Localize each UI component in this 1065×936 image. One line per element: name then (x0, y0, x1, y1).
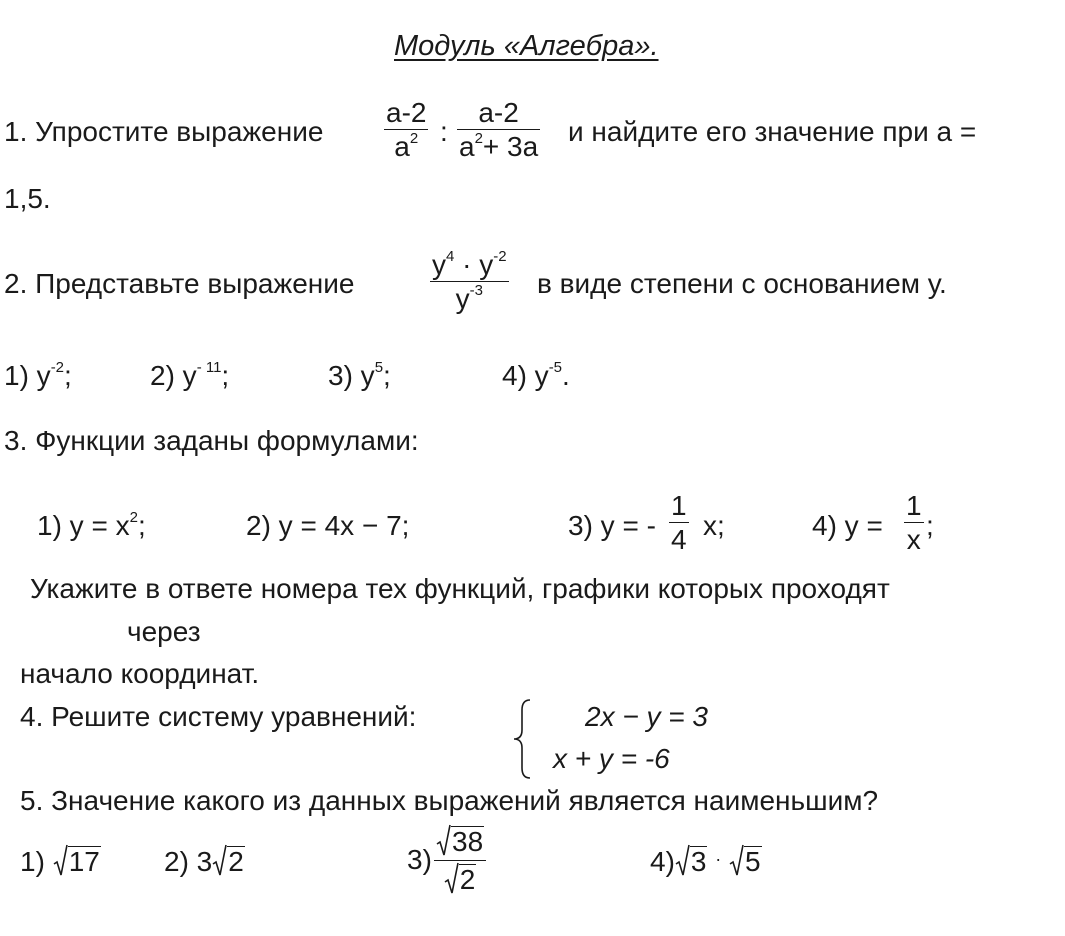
q1-divide-sign: : (440, 116, 448, 147)
q2-option-1 (4, 359, 72, 391)
q4-prefix: 4. Решите систему уравнений: (20, 701, 417, 732)
radicand: 2 (228, 846, 244, 877)
q1-fraction-2 (457, 99, 540, 161)
q5-option-1 (20, 846, 101, 878)
sqrt-icon (436, 826, 484, 858)
q5-option-3-fraction (434, 826, 486, 896)
q2-option-4 (502, 359, 570, 391)
q3-task-line-1: Укажите в ответе номера тех функций, графики которых проходят (30, 573, 890, 604)
q3-prefix: 3. Функции заданы формулами: (4, 425, 419, 456)
radicand: 5 (745, 846, 761, 877)
q1-frac2-denominator (457, 130, 540, 162)
q2-option-2 (150, 359, 230, 391)
base: y (432, 249, 446, 280)
base: y (455, 283, 470, 314)
radicand: 17 (68, 846, 100, 877)
end: ; (221, 360, 230, 391)
radicand: 3 (690, 846, 707, 877)
q3-function-4-suffix: ; (926, 510, 934, 541)
label: 4) y (502, 360, 549, 391)
q3-function-4-prefix: 4) y = (812, 510, 883, 541)
q3-function-3-fraction (669, 492, 689, 554)
sqrt-icon (212, 846, 245, 878)
end: ; (64, 360, 72, 391)
base: a (459, 131, 475, 162)
fraction-bar (669, 522, 689, 523)
q4-equation-2: x + y = -6 (553, 743, 670, 774)
radicand: 2 (459, 863, 476, 895)
q2-option-3 (328, 359, 391, 391)
q2-denominator (430, 282, 509, 314)
q1-prefix: 1. Упростите выражение (4, 116, 324, 147)
q1-frac1-denominator (384, 130, 428, 162)
fraction-bar (434, 860, 486, 861)
exponent: 2 (409, 130, 419, 147)
exponent: 5 (374, 359, 384, 376)
q3-function-3-prefix: 3) y = - (568, 510, 656, 541)
sqrt-icon (444, 864, 477, 896)
page-title: Модуль «Алгебра». (394, 30, 659, 62)
base: a (394, 131, 410, 162)
denominator (434, 864, 486, 896)
q1-suffix: и найдите его значение при а = (568, 116, 977, 147)
exponent: -2 (493, 248, 507, 265)
numerator: 1 (906, 490, 922, 521)
q1-wrap: 1,5. (4, 183, 51, 214)
end: ; (383, 360, 391, 391)
q4-equation-1: 2x − y = 3 (585, 701, 708, 732)
q1-frac2-numerator: a-2 (478, 97, 519, 128)
dot: · (715, 849, 722, 869)
label: 1) y (4, 360, 51, 391)
q5-option-3-label: 3) (407, 844, 432, 875)
numerator: 1 (671, 490, 687, 521)
label: 1) y = x (37, 510, 130, 541)
q5-option-2 (164, 846, 245, 878)
q2-prefix: 2. Представьте выражение (4, 268, 355, 299)
fraction-bar (384, 129, 428, 130)
q2-suffix: в виде степени с основанием у. (537, 268, 947, 299)
exponent: - 11 (196, 359, 222, 376)
q3-task-line-3: начало координат. (20, 658, 260, 689)
sqrt-icon (53, 846, 101, 878)
exponent: -3 (469, 282, 483, 299)
denominator: 4 (671, 524, 687, 555)
label: 2) y (150, 360, 197, 391)
radicand: 38 (452, 826, 484, 857)
q3-function-3-suffix: x; (703, 510, 725, 541)
q2-fraction (430, 248, 509, 314)
q3-function-4-fraction (904, 492, 924, 554)
numerator (434, 826, 486, 858)
fraction-bar (457, 129, 540, 130)
exponent: 2 (129, 509, 138, 526)
exponent: -2 (50, 359, 65, 376)
q3-function-1 (37, 509, 146, 541)
q2-numerator (430, 248, 509, 280)
sqrt-icon (675, 846, 708, 878)
q3-function-2: 2) y = 4x − 7; (246, 510, 410, 541)
label: 2) 3 (164, 846, 213, 877)
q3-task-line-2: через (127, 616, 201, 647)
rest: + 3a (482, 131, 539, 162)
end: ; (137, 510, 146, 541)
exponent: 4 (446, 248, 455, 265)
label: 4) (650, 846, 675, 877)
q5-prefix: 5. Значение какого из данных выражений является наименьшим? (20, 785, 879, 816)
denominator: x (906, 524, 921, 555)
q1-frac1-numerator: a-2 (386, 97, 427, 128)
label: 1) (20, 846, 45, 877)
q5-option-4 (650, 846, 762, 878)
q1-fraction-1 (384, 99, 428, 161)
dot: · (462, 249, 472, 280)
end: . (562, 360, 570, 391)
base: y (479, 249, 494, 280)
label: 3) y (328, 360, 375, 391)
exponent: -5 (548, 359, 563, 376)
exponent: 2 (474, 130, 483, 147)
sqrt-icon (729, 846, 762, 878)
fraction-bar (904, 522, 924, 523)
left-brace-icon (510, 698, 534, 780)
